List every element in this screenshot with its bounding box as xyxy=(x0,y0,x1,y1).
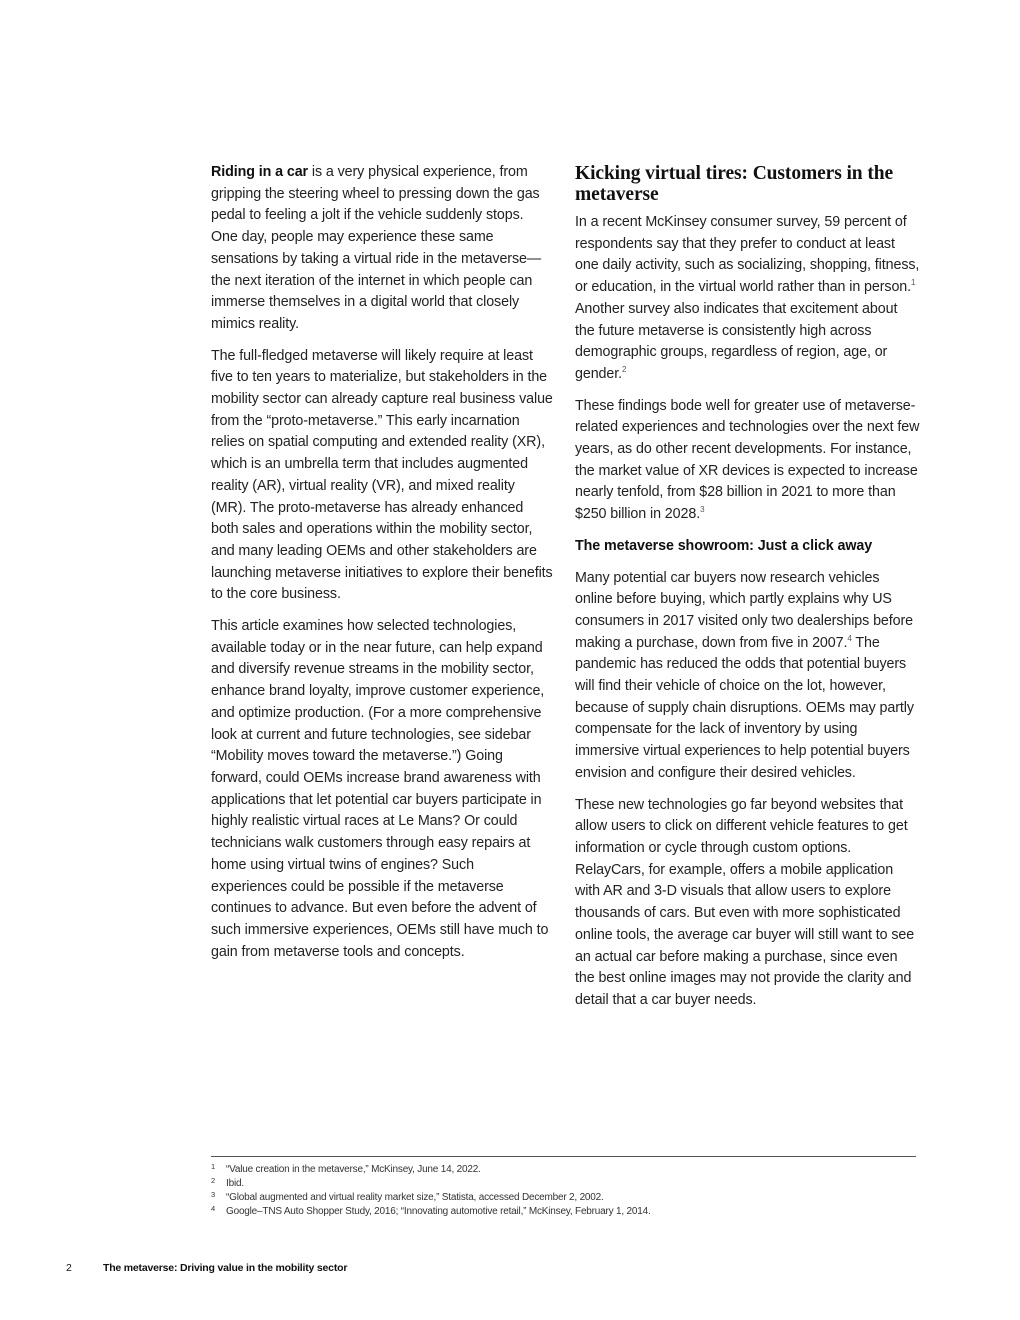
intro-text: is a very physical experience, from gripping the steering wheel to pressing down the gas pedal to feeling a jolt if the vehicle suddenly stops. One day, people may experience these same sensations by taking a virtual ride in the metaverse—the next iteration of the internet in which people can immerse themselves in a digital world that closely mimics reality. xyxy=(211,164,542,332)
footnote-ref[interactable]: 2 xyxy=(622,364,627,374)
page-number: 2 xyxy=(66,1262,72,1274)
left-column xyxy=(211,162,553,973)
footnote xyxy=(211,1191,916,1205)
footnote-number: 1 xyxy=(211,1162,215,1171)
running-title: The metaverse: Driving value in the mobility sector xyxy=(103,1262,348,1274)
paragraph-text: The pandemic has reduced the odds that potential buyers will find their vehicle of choice on the lot, however, because of supply chain disruptions. OEMs may partly compensate for the lack of inventory by using immersive virtual experiences to help potential buyers envision and configure their desired vehicles. xyxy=(575,634,914,781)
subheading: The metaverse showroom: Just a click away xyxy=(575,537,873,554)
footnote-number: 2 xyxy=(211,1176,215,1185)
footnote-text: Google–TNS Auto Shopper Study, 2016; “Innovating automotive retail,” McKinsey, February 1, 2014. xyxy=(226,1206,651,1217)
footnote-ref[interactable]: 3 xyxy=(700,505,705,515)
footnote xyxy=(211,1177,916,1191)
intro-paragraph xyxy=(211,162,553,336)
footnote-number: 3 xyxy=(211,1190,215,1199)
footnote xyxy=(211,1205,916,1219)
paragraph-text: These findings bode well for greater use of metaverse-related experiences and technologies over the next few years, as do other recent developments. For instance, the market value of XR devices is expected to increase nearly tenfold, from $28 billion in 2021 to more than $250 billion in 2028. xyxy=(575,397,920,523)
right-column xyxy=(575,162,920,1022)
body-paragraph: The full-fledged metaverse will likely require at least five to ten years to materialize, but stakeholders in the mobility sector can already capture real business value from the “proto-metaverse.” This early incarnation relies on spatial computing and extended reality (XR), which is an umbrella term that includes augmented reality (AR), virtual reality (VR), and mixed reality (MR). The proto-metaverse has already enhanced both sales and operations within the mobility sector, and many leading OEMs and other stakeholders are launching metaverse initiatives to explore their benefits to the core business. xyxy=(211,347,553,603)
paragraph-text: Another survey also indicates that excitement about the future metaverse is consistently high across demographic groups, regardless of region, age, or gender. xyxy=(575,300,898,382)
footnote-number: 4 xyxy=(211,1204,215,1213)
section-heading: Kicking virtual tires: Customers in the metaverse xyxy=(575,163,894,205)
body-paragraph xyxy=(575,568,920,785)
paragraph-text: In a recent McKinsey consumer survey, 59 percent of respondents say that they prefer to conduct at least one daily activity, such as socializing, shopping, fitness, or education, in the virtual world rather than in person. xyxy=(575,214,920,296)
footnote xyxy=(211,1163,916,1177)
footnote-text: “Global augmented and virtual reality market size,” Statista, accessed December 2, 2002. xyxy=(226,1192,604,1203)
footnote-ref[interactable]: 1 xyxy=(911,278,916,288)
paragraph-text: Many potential car buyers now research vehicles online before buying, which partly explains why US consumers in 2017 visited only two dealerships before making a purchase, down from five in 2007. xyxy=(575,569,914,651)
lead-in: Riding in a car xyxy=(211,164,309,180)
footnotes xyxy=(211,1163,916,1219)
body-paragraph: These new technologies go far beyond websites that allow users to click on different vehicle features to get information or cycle through custom options. RelayCars, for example, offers a mobile application with AR and 3-D visuals that allow users to explore thousands of cars. But even with more sophisticated online tools, the average car buyer will still want to see an actual car before making a purchase, since even the best online images may not provide the clarity and detail that a car buyer needs. xyxy=(575,796,915,1008)
footnote-text: Ibid. xyxy=(226,1178,244,1189)
footnote-ref[interactable]: 4 xyxy=(847,633,852,643)
body-paragraph xyxy=(575,212,920,386)
footnote-divider xyxy=(211,1156,916,1157)
body-paragraph xyxy=(575,396,920,526)
body-paragraph: This article examines how selected technologies, available today or in the near future, can help expand and diversify revenue streams in the mobility sector, enhance brand loyalty, improve customer experience, and optimize production. (For a more comprehensive look at current and future technologies, see sidebar “Mobility moves toward the metaverse.”) Going forward, could OEMs increase brand awareness with applications that let potential car buyers participate in highly realistic virtual races at Le Mans? Or could technicians walk customers through easy repairs at home using virtual twins of engines? Such experiences could be possible if the metaverse continues to advance. But even before the advent of such immersive experiences, OEMs still have much to gain from metaverse tools and concepts. xyxy=(211,618,549,960)
footnote-text: “Value creation in the metaverse,” McKinsey, June 14, 2022. xyxy=(226,1164,481,1175)
